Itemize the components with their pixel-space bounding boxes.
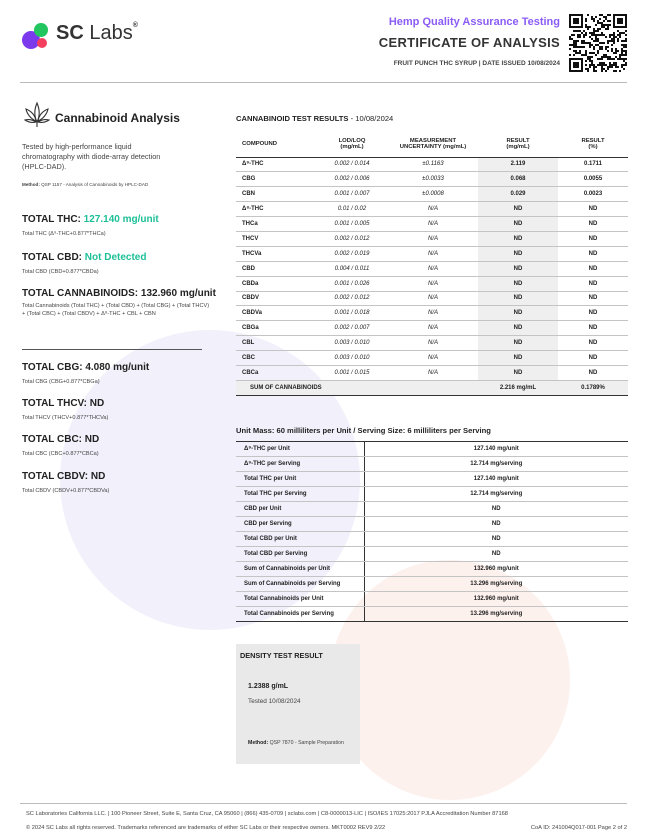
uncertainty-cell: N/A: [388, 276, 478, 291]
serving-label: CBD per Unit: [236, 502, 364, 517]
result-percent-cell: ND: [558, 217, 628, 232]
total-cbd-value: Not Detected: [84, 252, 147, 263]
total-formula: Total THC (Δ⁹-THC+0.877*THCa): [22, 231, 106, 237]
serving-label: Total THC per Unit: [236, 472, 364, 487]
table-row: [236, 562, 628, 577]
total-cannabinoids: TOTAL CANNABINOIDS: 132.960 mg/unit: [22, 288, 216, 299]
table-row: [236, 532, 628, 547]
result-mgml-cell: ND: [478, 306, 558, 321]
sc-labs-logo-icon: [20, 20, 52, 52]
result-percent-cell: ND: [558, 365, 628, 380]
table-row: [236, 502, 628, 517]
sum-percent: 0.1789%: [558, 380, 628, 395]
result-percent-cell: ND: [558, 336, 628, 351]
brand-mark: ®: [132, 22, 138, 29]
serving-label: Δ⁹-THC per Serving: [236, 457, 364, 472]
column-header: LOD/LOQ (mg/mL): [316, 131, 388, 157]
total-formula: Total CBD (CBD+0.877*CBDa): [22, 269, 99, 275]
lod-loq-cell: 0.001 / 0.026: [316, 276, 388, 291]
lod-loq-cell: 0.001 / 0.007: [316, 187, 388, 202]
table-header: [236, 131, 628, 157]
result-percent-cell: ND: [558, 202, 628, 217]
serving-value: 12.714 mg/serving: [364, 487, 628, 502]
compound-cell: THCa: [236, 217, 316, 232]
compound-cell: CBCa: [236, 365, 316, 380]
table-row: [236, 157, 628, 172]
total-cbc: TOTAL CBC: ND: [22, 434, 100, 445]
table-row: [236, 217, 628, 232]
total-formula: Total CBDV (CBDV+0.877*CBDVa): [22, 488, 110, 494]
compound-cell: CBDa: [236, 276, 316, 291]
compound-cell: THCV: [236, 231, 316, 246]
serving-value: ND: [364, 532, 628, 547]
compound-cell: CBDVa: [236, 306, 316, 321]
page-title: CERTIFICATE OF ANALYSIS: [378, 35, 560, 50]
serving-value: 127.140 mg/unit: [364, 442, 628, 457]
table-row: [236, 276, 628, 291]
footer-copyright: © 2024 SC Labs all rights reserved. Trademarks referenced are trademarks of either SC Labs or their respective owners. MKT0002 REV9 2/22: [26, 825, 386, 831]
serving-label: Total CBD per Serving: [236, 547, 364, 562]
result-percent-cell: 0.1711: [558, 157, 628, 172]
total-cbdv: TOTAL CBDV: ND: [22, 471, 106, 482]
table-row: [236, 607, 628, 622]
total-cbdv-value: ND: [90, 471, 106, 482]
serving-label: Δ⁹-THC per Unit: [236, 442, 364, 457]
total-thc-value: 127.140 mg/unit: [83, 214, 159, 225]
table-row: [236, 577, 628, 592]
serving-value: 13.296 mg/serving: [364, 607, 628, 622]
result-percent-cell: ND: [558, 231, 628, 246]
serving-label: Sum of Cannabinoids per Unit: [236, 562, 364, 577]
serving-label: Total Cannabinoids per Serving: [236, 607, 364, 622]
cannabis-leaf-icon: [24, 100, 50, 128]
density-tested-date: Tested 10/08/2024: [248, 698, 301, 705]
table-row: [236, 517, 628, 532]
serving-table: [236, 441, 628, 622]
uncertainty-cell: N/A: [388, 336, 478, 351]
compound-cell: CBDV: [236, 291, 316, 306]
lod-loq-cell: 0.003 / 0.010: [316, 336, 388, 351]
total-cbg-value: 4.080 mg/unit: [85, 362, 150, 373]
column-header: RESULT (mg/mL): [478, 131, 558, 157]
footer-address: SC Laboratories California LLC. | 100 Pioneer Street, Suite E, Santa Cruz, CA 95060 | (866) 435-0709 | sclabs.com | C8-0000013-LIC | ISO/IES 17025:2017 PJLA Accreditation Number 87168: [26, 811, 508, 817]
compound-cell: Δ⁸-THC: [236, 202, 316, 217]
result-mgml-cell: 2.119: [478, 157, 558, 172]
brand-bold: SC: [56, 22, 84, 44]
lod-loq-cell: 0.01 / 0.02: [316, 202, 388, 217]
results-table: [236, 131, 628, 396]
lod-loq-cell: 0.001 / 0.015: [316, 365, 388, 380]
result-mgml-cell: ND: [478, 217, 558, 232]
compound-cell: CBC: [236, 351, 316, 366]
header-divider: [20, 82, 627, 83]
result-mgml-cell: 0.029: [478, 187, 558, 202]
result-percent-cell: 0.0055: [558, 172, 628, 187]
uncertainty-cell: N/A: [388, 261, 478, 276]
table-row: [236, 365, 628, 380]
total-formula: Total Cannabinoids (Total THC) + (Total CBD) + (Total CBG) + (Total THCV) + (Total CBC) + (Total CBDV) + Δ⁸-THC + CBL + CBN: [22, 303, 210, 317]
uncertainty-cell: N/A: [388, 321, 478, 336]
result-mgml-cell: ND: [478, 276, 558, 291]
serving-value: 132.960 mg/unit: [364, 562, 628, 577]
compound-cell: CBGa: [236, 321, 316, 336]
table-row: [236, 291, 628, 306]
serving-label: Sum of Cannabinoids per Serving: [236, 577, 364, 592]
uncertainty-cell: N/A: [388, 291, 478, 306]
sum-mgml: 2.216 mg/mL: [478, 380, 558, 395]
result-percent-cell: ND: [558, 291, 628, 306]
result-mgml-cell: 0.068: [478, 172, 558, 187]
total-cbg: TOTAL CBG: 4.080 mg/unit: [22, 362, 150, 373]
result-mgml-cell: ND: [478, 202, 558, 217]
table-row: [236, 261, 628, 276]
total-cbc-value: ND: [84, 434, 100, 445]
result-mgml-cell: ND: [478, 261, 558, 276]
total-thcv-value: ND: [89, 398, 105, 409]
uncertainty-cell: N/A: [388, 365, 478, 380]
table-row: [236, 336, 628, 351]
result-mgml-cell: ND: [478, 291, 558, 306]
column-header: RESULT (%): [558, 131, 628, 157]
total-cbd: TOTAL CBD: Not Detected: [22, 252, 147, 263]
table-row: [236, 172, 628, 187]
result-percent-cell: 0.0023: [558, 187, 628, 202]
table-row: [236, 231, 628, 246]
table-row: [236, 202, 628, 217]
method-text: QSP 1157 - Analysis of Cannabinoids by HPLC-DAD: [41, 182, 149, 187]
column-header: MEASUREMENT UNCERTAINTY (mg/mL): [388, 131, 478, 157]
density-value: 1.2388 g/mL: [248, 683, 289, 690]
result-mgml-cell: ND: [478, 321, 558, 336]
table-row: [236, 472, 628, 487]
footer-divider: [20, 803, 627, 804]
table-row: [236, 321, 628, 336]
result-mgml-cell: ND: [478, 365, 558, 380]
density-method: Method: QSP 7870 - Sample Preparation: [248, 740, 344, 746]
table-row: [236, 306, 628, 321]
uncertainty-cell: N/A: [388, 351, 478, 366]
lod-loq-cell: 0.002 / 0.006: [316, 172, 388, 187]
footer-coa-id: CoA ID: 241004Q017-001 Page 2 of 2: [530, 825, 627, 831]
serving-value: 13.296 mg/serving: [364, 577, 628, 592]
serving-value: ND: [364, 517, 628, 532]
compound-cell: CBG: [236, 172, 316, 187]
section-title: Cannabinoid Analysis: [55, 111, 180, 125]
brand-light: Labs: [89, 22, 133, 44]
result-mgml-cell: ND: [478, 246, 558, 261]
result-percent-cell: ND: [558, 261, 628, 276]
table-row: [236, 246, 628, 261]
uncertainty-cell: ±0.0008: [388, 187, 478, 202]
serving-label: CBD per Serving: [236, 517, 364, 532]
serving-value: 132.960 mg/unit: [364, 592, 628, 607]
method-note: [22, 182, 148, 187]
sum-row: [236, 380, 628, 395]
lod-loq-cell: 0.001 / 0.005: [316, 217, 388, 232]
lod-loq-cell: 0.002 / 0.019: [316, 246, 388, 261]
results-title: CANNABINOID TEST RESULTS - 10/08/2024: [236, 114, 394, 123]
serving-label: Total CBD per Unit: [236, 532, 364, 547]
table-row: [236, 351, 628, 366]
serving-value: 12.714 mg/serving: [364, 457, 628, 472]
table-row: [236, 547, 628, 562]
table-row: [236, 592, 628, 607]
table-row: [236, 457, 628, 472]
compound-cell: CBL: [236, 336, 316, 351]
table-row: [236, 187, 628, 202]
total-cannabinoids-value: 132.960 mg/unit: [140, 288, 216, 299]
uncertainty-cell: N/A: [388, 306, 478, 321]
result-percent-cell: ND: [558, 276, 628, 291]
lod-loq-cell: 0.001 / 0.018: [316, 306, 388, 321]
total-formula: Total CBC (CBC+0.877*CBCa): [22, 451, 99, 457]
lod-loq-cell: 0.003 / 0.010: [316, 351, 388, 366]
uncertainty-cell: ±0.1163: [388, 157, 478, 172]
total-thcv: TOTAL THCV: ND: [22, 398, 105, 409]
compound-cell: THCVa: [236, 246, 316, 261]
qr-code-icon: [569, 14, 627, 72]
serving-label: Total THC per Serving: [236, 487, 364, 502]
uncertainty-cell: ±0.0033: [388, 172, 478, 187]
serving-value: ND: [364, 502, 628, 517]
brand-name: [56, 22, 138, 45]
result-mgml-cell: ND: [478, 231, 558, 246]
lod-loq-cell: 0.004 / 0.011: [316, 261, 388, 276]
density-title: DENSITY TEST RESULT: [240, 651, 323, 660]
method-description: Tested by high-performance liquid chromatography with diode-array detection (HPLC-DAD).: [22, 142, 161, 171]
lod-loq-cell: 0.002 / 0.012: [316, 231, 388, 246]
uncertainty-cell: N/A: [388, 246, 478, 261]
sum-label: SUM OF CANNABINOIDS: [236, 380, 478, 395]
uncertainty-cell: N/A: [388, 217, 478, 232]
lod-loq-cell: 0.002 / 0.014: [316, 157, 388, 172]
table-row: [236, 442, 628, 457]
left-divider: [22, 349, 202, 350]
serving-value: 127.140 mg/unit: [364, 472, 628, 487]
serving-title: Unit Mass: 60 milliliters per Unit / Serving Size: 6 milliliters per Serving: [236, 426, 491, 435]
result-percent-cell: ND: [558, 321, 628, 336]
header-subtitle: Hemp Quality Assurance Testing: [388, 16, 560, 28]
compound-cell: CBD: [236, 261, 316, 276]
serving-label: Total Cannabinoids per Unit: [236, 592, 364, 607]
column-header: COMPOUND: [236, 131, 316, 157]
compound-cell: CBN: [236, 187, 316, 202]
total-formula: Total THCV (THCV+0.877*THCVa): [22, 415, 109, 421]
method-label: Method:: [22, 182, 40, 187]
result-mgml-cell: ND: [478, 336, 558, 351]
result-mgml-cell: ND: [478, 351, 558, 366]
result-percent-cell: ND: [558, 306, 628, 321]
uncertainty-cell: N/A: [388, 202, 478, 217]
product-info: FRUIT PUNCH THC SYRUP | DATE ISSUED 10/08/2024: [393, 60, 560, 67]
serving-value: ND: [364, 547, 628, 562]
uncertainty-cell: N/A: [388, 231, 478, 246]
compound-cell: Δ⁹-THC: [236, 157, 316, 172]
table-row: [236, 487, 628, 502]
lod-loq-cell: 0.002 / 0.012: [316, 291, 388, 306]
total-formula: Total CBG (CBG+0.877*CBGa): [22, 379, 100, 385]
total-thc: TOTAL THC: 127.140 mg/unit: [22, 214, 159, 225]
lod-loq-cell: 0.002 / 0.007: [316, 321, 388, 336]
result-percent-cell: ND: [558, 246, 628, 261]
result-percent-cell: ND: [558, 351, 628, 366]
